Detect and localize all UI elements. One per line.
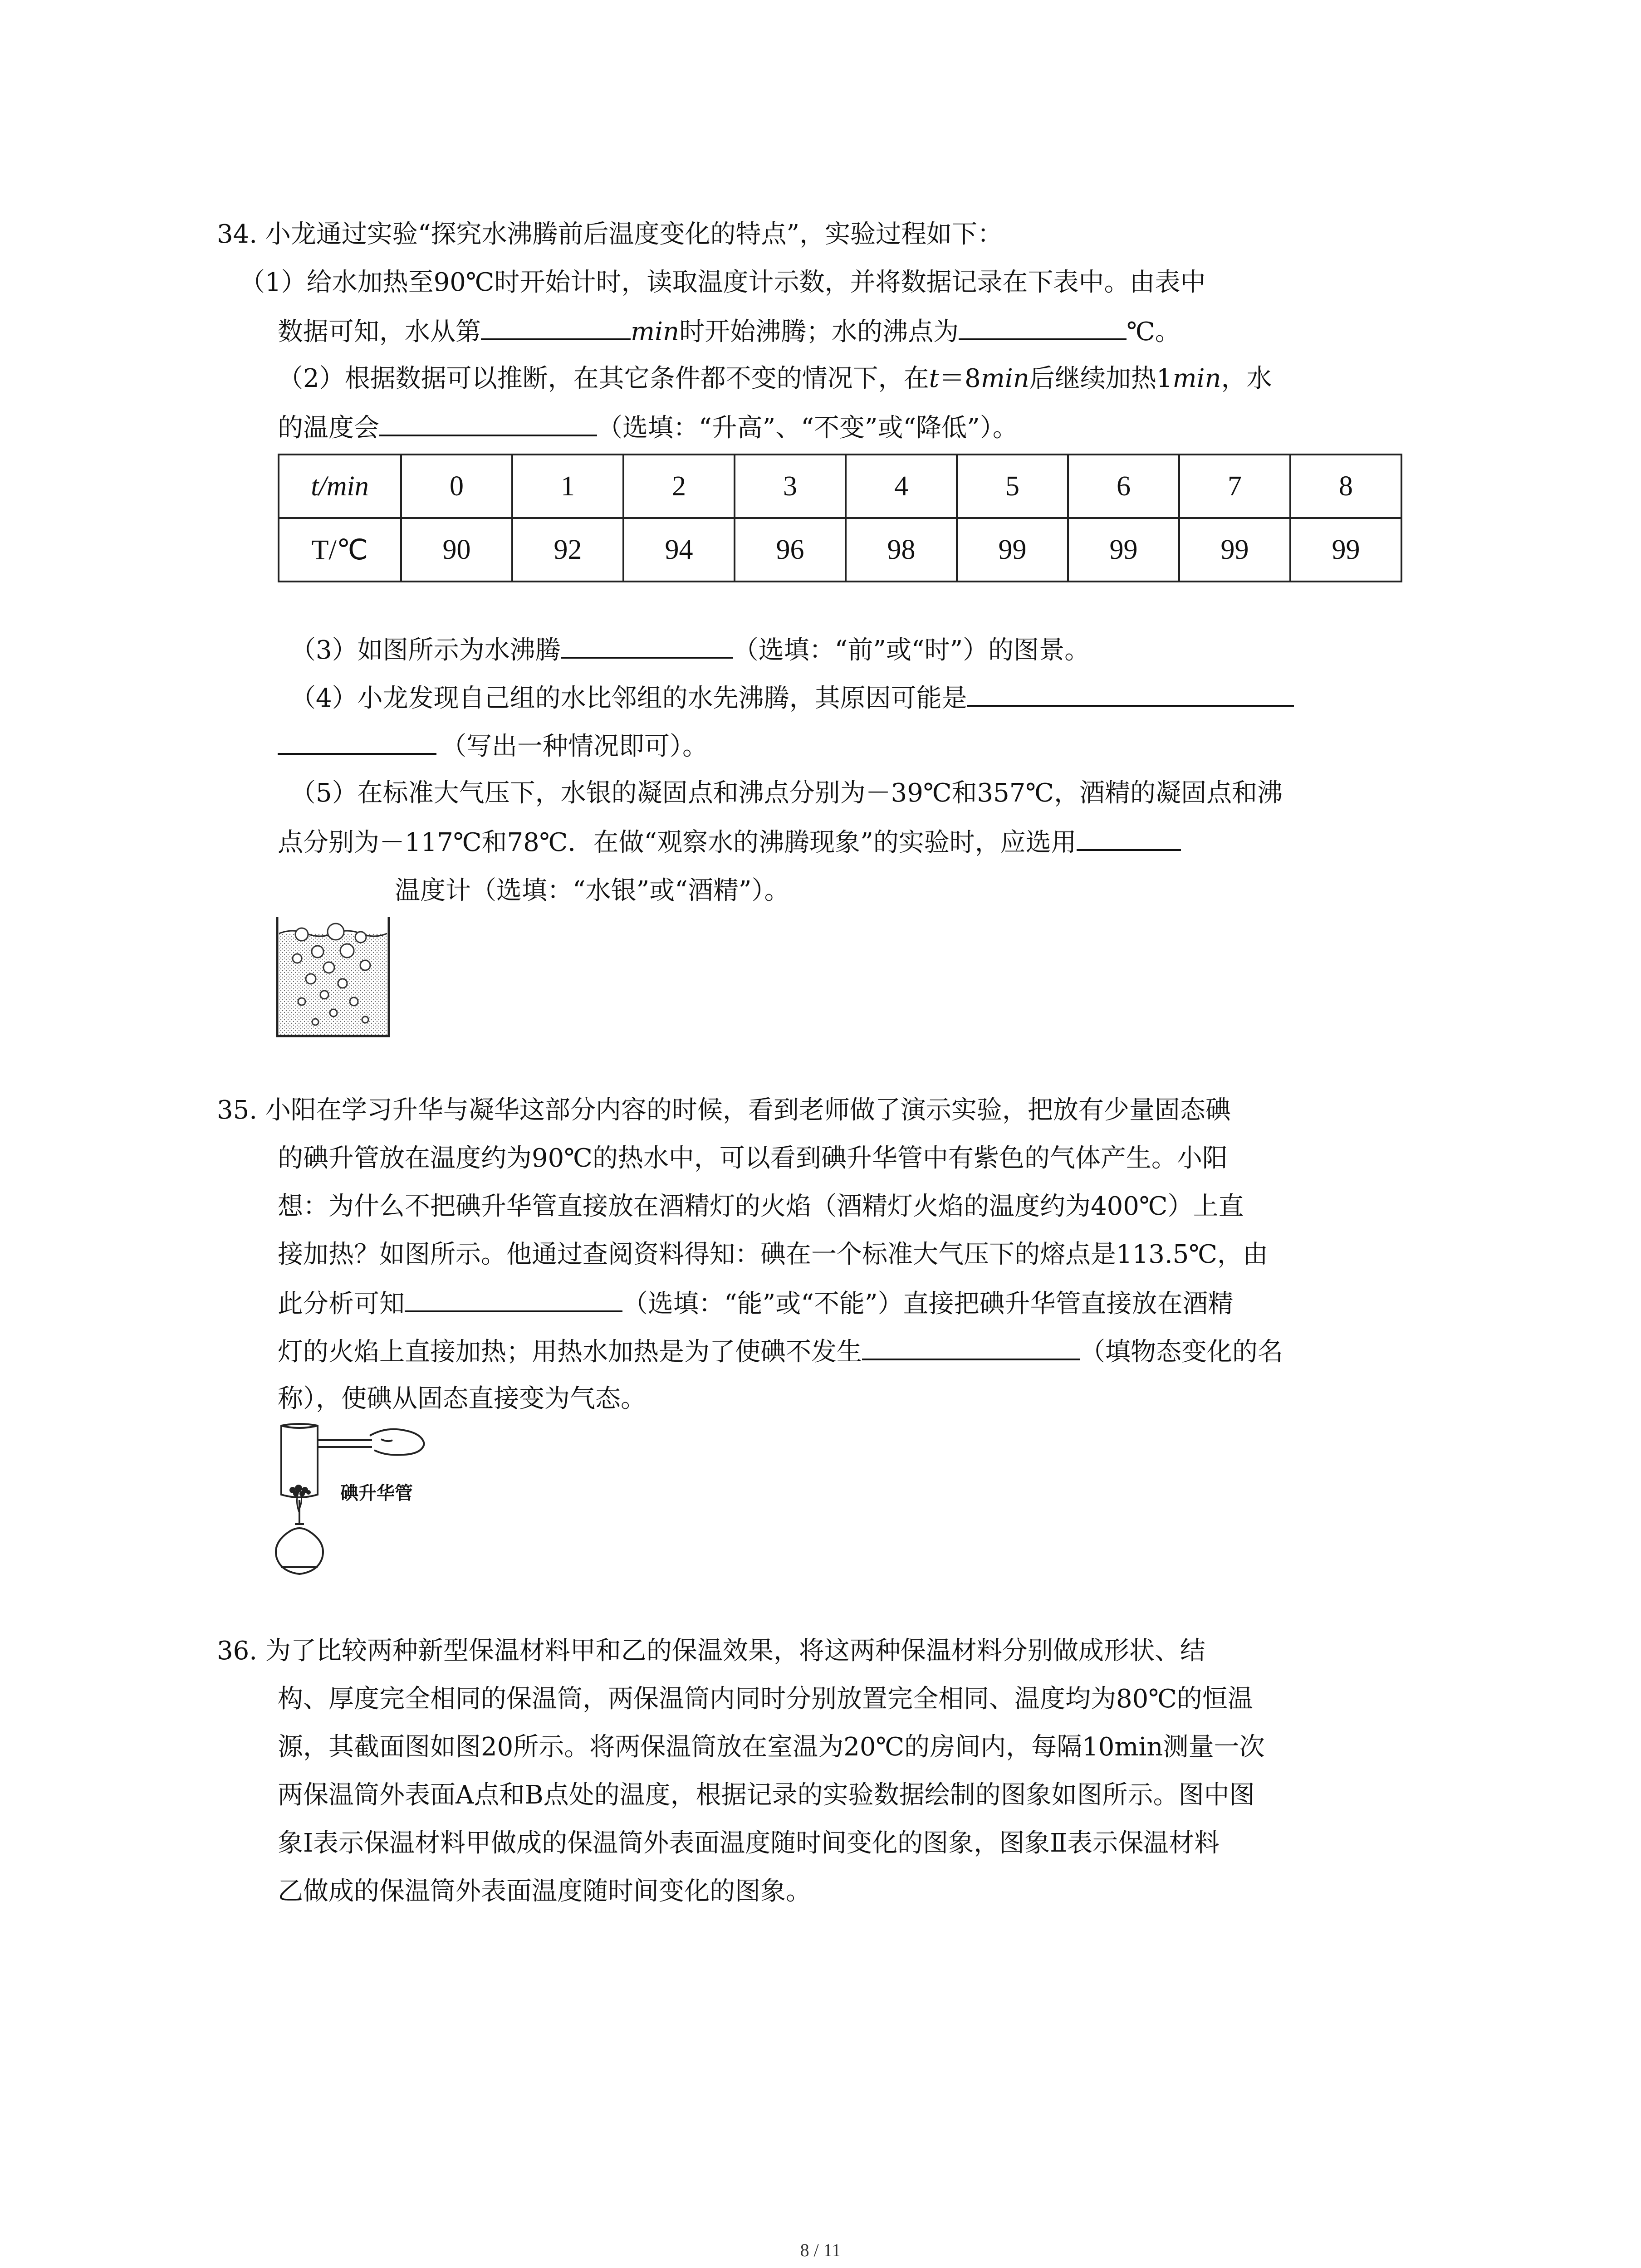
q34-text: 时开始沸腾；水的沸点为: [679, 317, 959, 347]
table-row: [279, 455, 1401, 518]
table-header-temp: T/℃: [279, 518, 401, 582]
q34-line-5: [278, 411, 1018, 444]
q34-data-table: [278, 454, 1402, 582]
table-cell: 99: [957, 518, 1068, 582]
table-cell: 8: [1290, 455, 1401, 518]
q34-blank-reason[interactable]: [967, 681, 1294, 707]
q35-line-3: 想：为什么不把碘升华管直接放在酒精灯的火焰（酒精灯火焰的温度约为400℃）上直: [278, 1192, 1244, 1221]
q34-blank-boil-time[interactable]: [481, 315, 631, 340]
q34-line-9: （5）在标准大气压下，水银的凝固点和沸点分别为－39℃和357℃，酒精的凝固点和沸: [290, 778, 1283, 808]
q35-text: （填物态变化的名: [1080, 1337, 1283, 1367]
q34-line-6: [290, 633, 1090, 666]
q34-text: （2）根据数据可以推断，在其它条件都不变的情况下，在: [278, 364, 929, 393]
q34-text: （选填：“升高”、“不变”或“降低”）。: [597, 413, 1018, 443]
q34-text: （3）如图所示为水沸腾: [290, 635, 561, 665]
q35-line-1: 35. 小阳在学习升华与凝华这部分内容的时候，看到老师做了演示实验，把放有少量固态碘: [217, 1095, 1231, 1125]
q34-line-11: [278, 874, 790, 907]
q34-unit-min: min: [1172, 364, 1221, 393]
q34-text: ＝8: [939, 364, 981, 393]
iodine-tube-figure: [272, 1422, 436, 1579]
table-cell: 4: [846, 455, 957, 518]
q35-text: （选填：“能”或“不能”）直接把碘升华管直接放在酒精: [622, 1289, 1234, 1319]
table-cell: 3: [735, 455, 846, 518]
q34-line-8: [278, 729, 708, 763]
q34-text: 后继续加热1: [1029, 364, 1173, 393]
table-cell: 5: [957, 455, 1068, 518]
q34-line-4: [278, 363, 1272, 395]
q34-text: ，水: [1221, 364, 1272, 393]
q34-text: （写出一种情况即可）。: [441, 732, 708, 761]
table-cell: 98: [846, 518, 957, 582]
q35-line-5: [278, 1287, 1234, 1320]
q35-line-2: 的碘升管放在温度约为90℃的热水中，可以看到碘升华管中有紫色的气体产生。小阳: [278, 1144, 1228, 1173]
q34-text: ℃。: [1127, 317, 1181, 347]
q34-var-t: t: [929, 364, 940, 393]
q34-text: 温度计（选填：“水银”或“酒精”）。: [395, 876, 790, 905]
table-cell: 99: [1290, 518, 1401, 582]
q35-blank-can-cannot[interactable]: [405, 1287, 622, 1312]
table-header-time: t/min: [279, 455, 401, 518]
table-cell: 1: [512, 455, 623, 518]
q34-blank-temp-change[interactable]: [379, 411, 597, 436]
table-cell: 7: [1179, 455, 1290, 518]
q34-text: 点分别为－117℃和78℃．在做“观察水的沸腾现象”的实验时，应选用: [278, 828, 1077, 857]
table-cell: 2: [623, 455, 735, 518]
table-cell: 6: [1068, 455, 1179, 518]
table-row: [279, 518, 1401, 582]
q36-line-5: 象Ⅰ表示保温材料甲做成的保温筒外表面温度随时间变化的图象，图象Ⅱ表示保温材料: [278, 1828, 1220, 1858]
q34-text: （选填：“前”或“时”）的图景。: [733, 635, 1090, 665]
q34-line-2: （1）给水加热至90℃时开始计时，读取温度计示数，并将数据记录在下表中。由表中: [240, 268, 1206, 297]
q35-line-4: 接加热？如图所示。他通过查阅资料得知：碘在一个标准大气压下的熔点是113.5℃，由: [278, 1240, 1268, 1269]
q34-unit-min: min: [631, 317, 680, 347]
table-cell: 99: [1068, 518, 1179, 582]
q36-line-2: 构、厚度完全相同的保温筒，两保温筒内同时分别放置完全相同、温度均为80℃的恒温: [278, 1684, 1253, 1714]
boiling-beaker-figure: [274, 915, 392, 1038]
q35-text: 灯的火焰上直接加热；用热水加热是为了使碘不发生: [278, 1337, 862, 1367]
q36-line-3: 源，其截面图如图20所示。将两保温筒放在室温为20℃的房间内，每隔10min测量一次: [278, 1732, 1265, 1762]
table-cell: 94: [623, 518, 735, 582]
q34-text: 数据可知，水从第: [278, 317, 481, 347]
table-cell: 99: [1179, 518, 1290, 582]
q34-blank-thermometer[interactable]: [1077, 826, 1181, 851]
q35-line-7: 称），使碘从固态直接变为气态。: [278, 1384, 646, 1413]
q36-line-6: 乙做成的保温筒外表面温度随时间变化的图象。: [278, 1877, 811, 1906]
table-cell: 92: [512, 518, 623, 582]
q34-blank-before-during[interactable]: [561, 633, 733, 659]
q34-line-7: [290, 681, 1294, 714]
iodine-tube-label: 碘升华管: [340, 1483, 413, 1504]
q35-line-6: [278, 1335, 1283, 1368]
table-cell: 0: [401, 455, 512, 518]
q34-blank-boiling-point[interactable]: [959, 315, 1127, 340]
q34-text: 的温度会: [278, 413, 379, 443]
q35-text: 此分析可知: [278, 1289, 405, 1319]
page-number: 8 / 11: [800, 2240, 841, 2260]
q36-line-4: 两保温筒外表面A点和B点处的温度，根据记录的实验数据绘制的图象如图所示。图中图: [278, 1780, 1255, 1810]
q34-unit-min: min: [980, 364, 1029, 393]
q35-blank-state-change[interactable]: [862, 1335, 1080, 1360]
q34-blank-thermometer-cont: [278, 874, 382, 899]
q34-text: （4）小龙发现自己组的水比邻组的水先沸腾，其原因可能是: [290, 684, 967, 713]
q36-line-1: 36. 为了比较两种新型保温材料甲和乙的保温效果，将这两种保温材料分别做成形状、结: [217, 1636, 1205, 1666]
table-cell: 90: [401, 518, 512, 582]
q34-line-1: 34. 小龙通过实验“探究水沸腾前后温度变化的特点”，实验过程如下：: [217, 220, 1003, 249]
q34-line-10: [278, 826, 1181, 859]
q34-blank-reason-cont[interactable]: [278, 729, 436, 755]
table-cell: 96: [735, 518, 846, 582]
q34-line-3: [278, 315, 1181, 348]
